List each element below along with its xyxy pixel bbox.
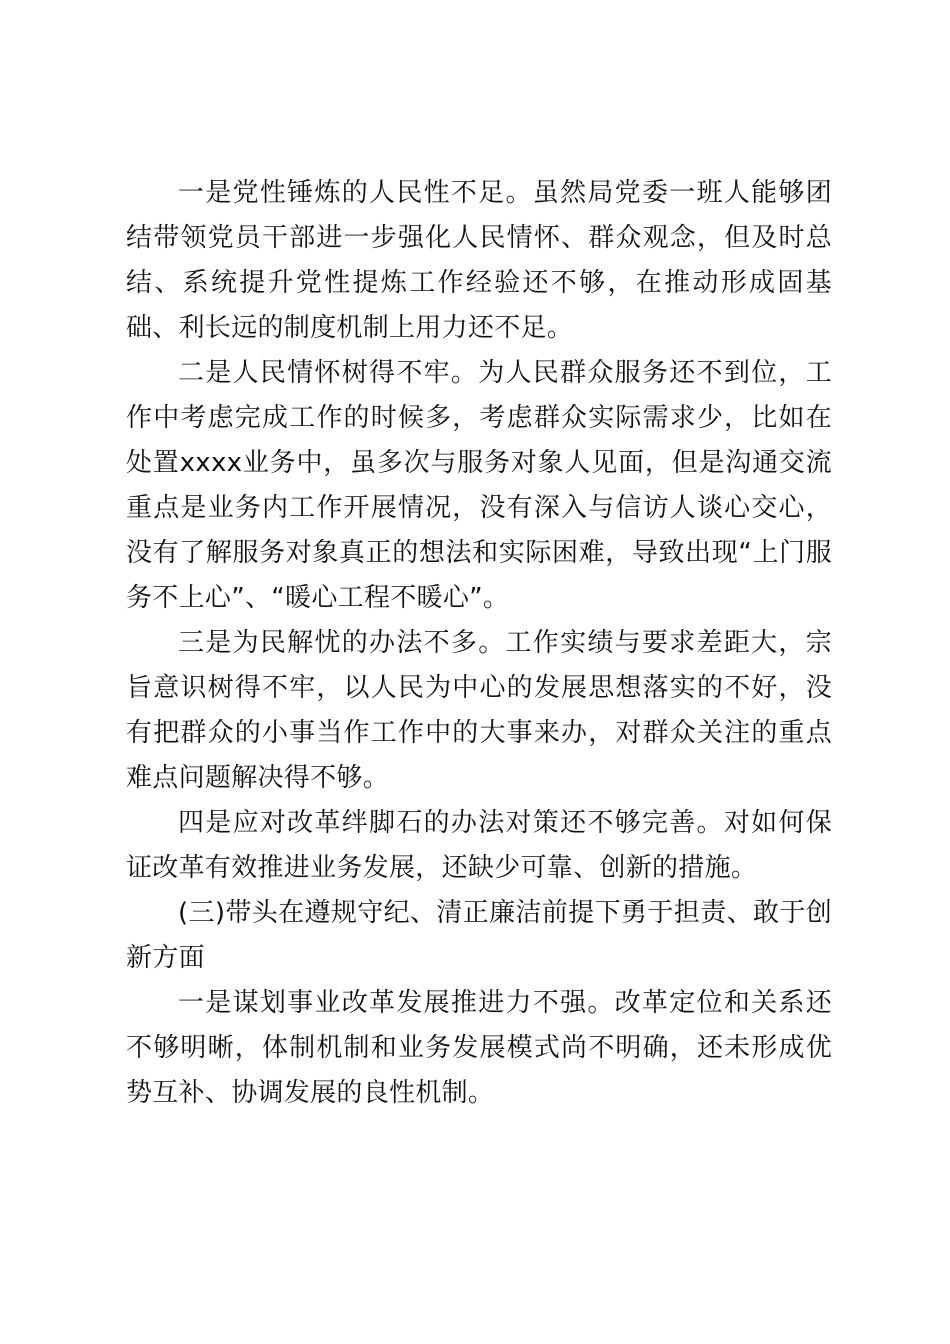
section-heading-3: (三)带头在遵规守纪、清正廉洁前提下勇于担责、敢于创新方面	[126, 898, 832, 973]
paragraph-solving-worries: 三是为民解忧的办法不多。工作实绩与要求差距大，宗旨意识树得不牢，以人民为中心的发展思想落实的不好，没有把群众的小事当作工作中的大事来办，对群众关注的重点难点问题解决得不够。	[126, 628, 832, 793]
paragraph-people-feelings: 二是人民情怀树得不牢。为人民群众服务还不到位，工作中考虑完成工作的时候多，考虑群众实际需求少，比如在处置xxxx业务中，虽多次与服务对象人见面，但是沟通交流重点是业务内工作开展情况，没有深入与信访人谈心交心，没有了解服务对象真正的想法和实际困难，导致出现“上门服务不上心”、“暖心工程不暖心”。	[126, 358, 832, 613]
paragraph-party-spirit: 一是党性锤炼的人民性不足。虽然局党委一班人能够团结带领党员干部进一步强化人民情怀、群众观念，但及时总结、系统提升党性提炼工作经验还不够，在推动形成固基础、利长远的制度机制上用力还不足。	[126, 178, 832, 343]
document-page	[126, 171, 832, 1116]
paragraph-reform-planning: 一是谋划事业改革发展推进力不强。改革定位和关系还不够明晰，体制机制和业务发展模式尚不明确，还未形成优势互补、协调发展的良性机制。	[126, 988, 832, 1108]
paragraph-reform-measures: 四是应对改革绊脚石的办法对策还不够完善。对如何保证改革有效推进业务发展，还缺少可靠、创新的措施。	[126, 808, 832, 883]
